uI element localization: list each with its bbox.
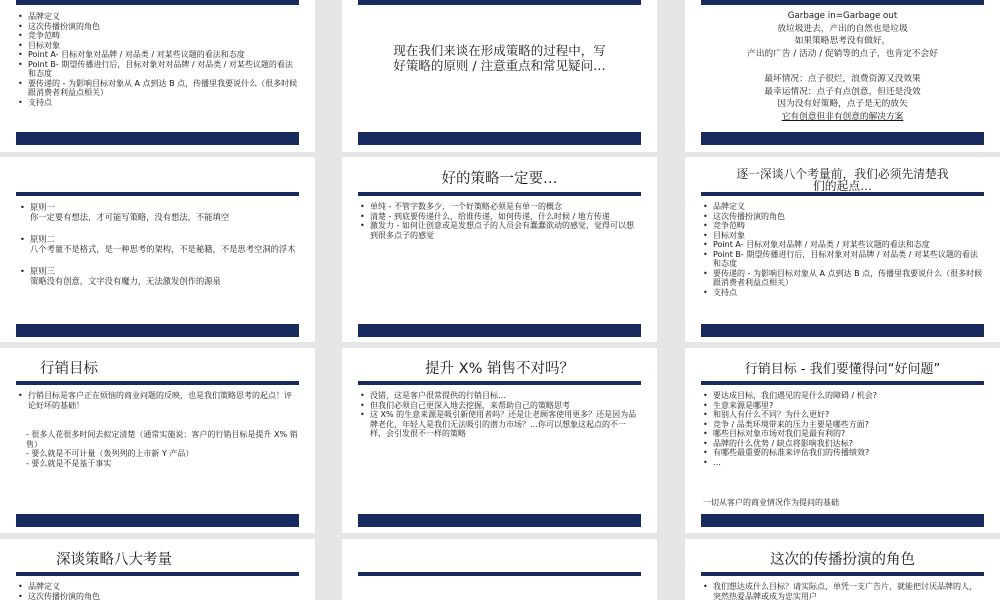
principles-list bbox=[20, 202, 299, 298]
slide-title: 提升 X% 销售不对吗？ bbox=[425, 361, 574, 377]
bullet-item: • Point B- 期望传播进行后，目标对象对对品牌 / 对品类 / 对某些议题的看法和态度 bbox=[18, 60, 299, 79]
slide-4[interactable] bbox=[0, 157, 315, 342]
bullet-item: • Point A- 目标对象对品牌 / 对品类 / 对某些议题的看法和态度 bbox=[703, 240, 984, 250]
principle-body: 你一定要有想法，才可能写策略，没有想法，不能填空 bbox=[30, 212, 230, 222]
slide-12[interactable] bbox=[685, 539, 1000, 600]
text-line: 产出的广告 / 活动 / 促销等的点子，也肯定不会好 bbox=[747, 48, 938, 59]
slide-bottom-bar bbox=[358, 514, 641, 527]
principle-block bbox=[20, 266, 299, 286]
bullet-item: • 目标对象 bbox=[18, 41, 299, 51]
slide-top-bar bbox=[16, 0, 299, 5]
slide-1[interactable] bbox=[0, 0, 315, 152]
bullet-item: • 和别人有什么不同？为什么更好? bbox=[703, 410, 984, 420]
principle-heading-text: 原则一 bbox=[30, 202, 55, 212]
principle-heading-text: 原则三 bbox=[30, 266, 55, 276]
slide-title: 逐一深谈八个考量前，我们必须先清楚我 们的起点… bbox=[736, 167, 949, 193]
bullet-item: • 这次传播扮演的角色 bbox=[703, 212, 984, 222]
bullet-item: • 有哪些最重要的标准来评估我们的传播绩效? bbox=[703, 448, 984, 458]
bullet-item: • 这次传播扮演的角色 bbox=[18, 592, 299, 600]
bullet-item: • 我们想达成什么目标？请实际点，单凭一支广告片，就能把讨厌品牌的人，突然热爱品牌或成为忠实用户 bbox=[703, 582, 984, 600]
bullet-item: • 但我们必须自己更深入地去挖掘，来帮助自己的策略思考 bbox=[360, 401, 641, 411]
slide-bottom-bar bbox=[358, 132, 641, 145]
slide-bottom-bar bbox=[16, 324, 299, 337]
bullet-list bbox=[360, 391, 641, 439]
slide-bottom-bar bbox=[358, 324, 641, 337]
bullet-list bbox=[703, 202, 984, 297]
bullet-list bbox=[703, 391, 984, 467]
bullet-item: • 这 X% 的生意来源是吸引新使用者吗？还是让老顾客使用更多？还是因为品牌老化，年轻人是我们无法吸引的潜力市场？…你可以想象这起点的不一样，会引发很不一样的策略 bbox=[360, 410, 641, 439]
slide-title-rule bbox=[701, 572, 984, 576]
text-line: 因为没有好策略，点子是无的放矢 bbox=[777, 99, 908, 110]
principle-heading bbox=[20, 202, 299, 212]
bullet-item: • 行销目标是客户正在烦恼的商业问题的反映，也是我们策略思考的起点！评论好坏的基础！ bbox=[18, 391, 299, 410]
principle-heading bbox=[20, 234, 299, 244]
slide-bottom-bar bbox=[701, 132, 984, 145]
text-line: 放垃圾进去，产出的自然也是垃圾 bbox=[777, 23, 908, 34]
bullet-item: • 要达成目标，我们遇见的是什么的障碍 / 机会? bbox=[703, 391, 984, 401]
slide-title-rule bbox=[701, 381, 984, 385]
principle-block bbox=[20, 202, 299, 222]
slide-top-bar bbox=[701, 0, 984, 5]
principle-block bbox=[20, 234, 299, 254]
slide-title-rule bbox=[358, 381, 641, 385]
text-line: Garbage in=Garbage out bbox=[787, 11, 898, 21]
slide-title: 行销目标 bbox=[40, 361, 98, 377]
slide-title: 好的策略一定要… bbox=[441, 171, 558, 187]
bullet-item: • 品牌的什么优势 / 缺点将影响我们达标? bbox=[703, 439, 984, 449]
bullet-list bbox=[703, 582, 984, 600]
bullet-item: • 竞争范畴 bbox=[703, 221, 984, 231]
bullet-list bbox=[360, 202, 641, 240]
principle-heading-text: 原则二 bbox=[30, 234, 55, 244]
dash-list bbox=[26, 430, 299, 468]
slide-statement: 现在我们来谈在形成策略的过程中，写 好策略的原则 / 注意重点和常见疑问… bbox=[393, 43, 606, 73]
text-line bbox=[701, 60, 984, 73]
bullet-item: • … bbox=[703, 458, 984, 468]
bullet-list bbox=[18, 582, 299, 600]
slide-footer-note: 一切从客户的商业情况作为提问的基础 bbox=[703, 498, 839, 507]
bullet-item: • 支持点 bbox=[18, 98, 299, 108]
bullet-list bbox=[18, 391, 299, 410]
slide-7[interactable] bbox=[0, 348, 315, 533]
bullet-item: • 品牌定义 bbox=[18, 12, 299, 22]
bullet-item: • 要传递的 - 为影响目标对象从 A 点到达 B 点，传播里我要说什么（很多时候跟消费者利益点相关） bbox=[703, 269, 984, 288]
bullet-item: • 品牌定义 bbox=[703, 202, 984, 212]
slide-title-rule bbox=[701, 192, 984, 196]
principle-body: 策略没有创意，文字没有魔力，无法激发创作的源泉 bbox=[30, 276, 221, 286]
slide-8[interactable] bbox=[342, 348, 657, 533]
slide-5[interactable] bbox=[342, 157, 657, 342]
bullet-item: • 清楚 - 到底要传递什么，给谁传递，如何传递，什么时候 / 地方传递 bbox=[360, 212, 641, 222]
dash-item: - 要么就是不是基于事实 bbox=[26, 458, 112, 468]
bullet-item: • 支持点 bbox=[703, 288, 984, 298]
slide-title: 深谈策略八大考量 bbox=[56, 552, 172, 568]
slide-title: 这次的传播扮演的角色 bbox=[770, 552, 915, 568]
bullet-item: • 哪些目标对象市场对我们是最有利的? bbox=[703, 429, 984, 439]
text-line: 如果策略思考没有做好， bbox=[794, 36, 891, 47]
slide-bottom-bar bbox=[701, 514, 984, 527]
bullet-item: • 要传递的 - 为影响目标对象从 A 点到达 B 点，传播里我要说什么（很多时候跟消费者利益点相关） bbox=[18, 79, 299, 98]
bullet-dot: • bbox=[20, 266, 25, 276]
slide-title-rule bbox=[16, 192, 299, 196]
bullet-item: • 竞争 / 品类环境带来的压力主要是哪些方面? bbox=[703, 420, 984, 430]
slide-10[interactable] bbox=[0, 539, 315, 600]
bullet-dot: • bbox=[20, 234, 25, 244]
bullet-item: • 单纯 - 不管字数多少，一个好策略必须是有单一的概念 bbox=[360, 202, 641, 212]
bullet-item: • 生意来源是哪里? bbox=[703, 401, 984, 411]
bullet-list bbox=[18, 12, 299, 107]
bullet-item: • 没错，这是客户很常提供的行销目标… bbox=[360, 391, 641, 401]
slide-3[interactable] bbox=[685, 0, 1000, 152]
principle-body: 八个考量不是格式，是一种思考的架构，不是秘籍，不是思考空洞的浮木 bbox=[30, 244, 296, 254]
dash-item: - 要么就是不可计量（轰列列的上市新 Y 产品） bbox=[26, 449, 194, 458]
bullet-dot: • bbox=[20, 202, 25, 212]
bullet-item: • 目标对象 bbox=[703, 231, 984, 241]
dash-item: - 很多人花很多时间去拟定清楚（通常实施说：客户的行销目标是提升 X% 销售） bbox=[26, 430, 298, 449]
bullet-item: • Point A- 目标对象对品牌 / 对品类 / 对某些议题的看法和态度 bbox=[18, 50, 299, 60]
slide-bottom-bar bbox=[701, 324, 984, 337]
text-line: 最坏情况：点子很烂，浪费资源又没效果 bbox=[764, 73, 921, 84]
slide-top-bar bbox=[358, 0, 641, 5]
slide-9[interactable] bbox=[685, 348, 1000, 533]
slide-bottom-bar bbox=[16, 132, 299, 145]
bullet-item: • 品牌定义 bbox=[18, 582, 299, 592]
bullet-item: • 竞争范畴 bbox=[18, 31, 299, 41]
slide-title-rule bbox=[358, 572, 641, 576]
text-line: 最幸运情况：点子有点创意，但还是没效 bbox=[764, 86, 921, 97]
slide-2[interactable] bbox=[342, 0, 657, 152]
slide-title-rule bbox=[16, 381, 299, 385]
bullet-item: • 激发力 - 如何让创意或是发想点子的人员会有蠢蠢欲动的感觉，觉得可以想到很多点子的感觉 bbox=[360, 221, 641, 240]
slide-body-text bbox=[701, 10, 984, 123]
slide-title-rule bbox=[16, 572, 299, 576]
principle-heading bbox=[20, 266, 299, 276]
slide-title-rule bbox=[358, 192, 641, 196]
slide-6[interactable] bbox=[685, 157, 1000, 342]
underlined-conclusion: 它有创意但非有创意的解决方案 bbox=[781, 111, 904, 122]
bullet-item: • Point B- 期望传播进行后，目标对象对对品牌 / 对品类 / 对某些议题的看法和态度 bbox=[703, 250, 984, 269]
bullet-item: • 这次传播扮演的角色 bbox=[18, 22, 299, 32]
slide-11[interactable] bbox=[342, 539, 657, 600]
slide-bottom-bar bbox=[16, 514, 299, 527]
slide-title: 行销目标 - 我们要懂得问“好问题” bbox=[744, 362, 941, 377]
